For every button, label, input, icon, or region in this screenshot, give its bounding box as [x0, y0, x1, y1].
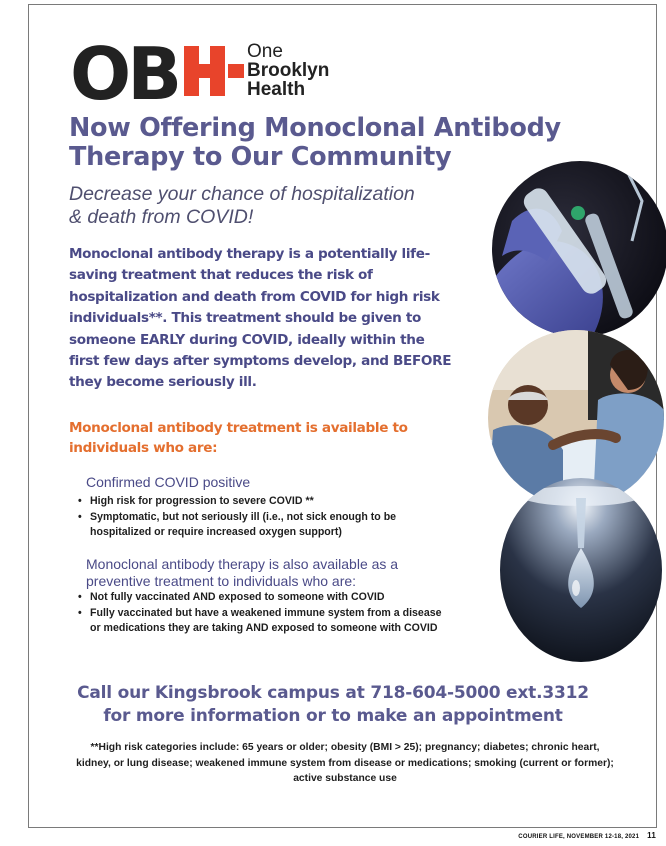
headline-line-1: Now Offering Monoclonal Antibody — [69, 113, 561, 143]
iv-drip-gloved-hand-photo — [492, 161, 666, 337]
subhead-line-1: Decrease your chance of hospitalization — [69, 183, 415, 205]
preventive-heading-line-2: preventive treatment to individuals who are: — [86, 572, 357, 589]
intro-line: someone EARLY during COVID, ideally within the — [69, 331, 425, 348]
preventive-heading-line-1: Monoclonal antibody therapy is also available as a — [86, 556, 399, 572]
list-item-text: Symptomatic, but not seriously ill (i.e., not sick enough to be — [90, 510, 397, 523]
preventive-list — [76, 590, 496, 637]
headline — [69, 114, 629, 172]
list-item — [76, 606, 496, 637]
logo-line-brooklyn: Brooklyn — [247, 60, 330, 81]
cta-line-1: Call our Kingsbrook campus at 718-604-5000 ext.3312 — [77, 683, 589, 703]
logo-letters: OB — [70, 32, 179, 116]
intro-line: first few days after symptoms develop, and BEFORE — [69, 353, 452, 370]
intro-line: Monoclonal antibody therapy is a potentially life- — [69, 246, 430, 262]
subhead-line-2: & death from COVID! — [69, 206, 254, 228]
footnote-line-2: kidney, or lung disease; weakened immune system from disease or medications; smoking (current or former); — [76, 757, 614, 769]
publication-info: COURIER LIFE, NOVEMBER 12-18, 2021 — [518, 834, 640, 840]
availability-line-2: individuals who are: — [69, 440, 218, 456]
preventive-heading — [86, 556, 466, 589]
list-item-text: or medications they are taking AND exposed to someone with COVID — [90, 622, 438, 634]
logo-wordmark — [247, 42, 329, 99]
headline-line-2: Therapy to Our Community — [69, 142, 452, 172]
list-item-text: Not fully vaccinated AND exposed to someone with COVID — [90, 591, 385, 603]
footnote-line-3: active substance use — [293, 773, 397, 784]
logo-line-health: Health — [247, 79, 306, 100]
intro-line: hospitalization and death from COVID for high risk — [69, 288, 440, 305]
intro-line: saving treatment that reduces the risk of — [69, 267, 373, 284]
list-item-text: High risk for progression to severe COVID ** — [90, 495, 314, 507]
subhead — [69, 183, 489, 229]
availability-line-1: Monoclonal antibody treatment is available to — [69, 420, 408, 436]
intro-line: they become seriously ill. — [69, 374, 257, 391]
page-footer — [490, 831, 656, 840]
list-item — [76, 510, 476, 541]
list-item — [76, 590, 496, 606]
footnote-line-1: **High risk categories include: 65 years or older; obesity (BMI > 25); pregnancy; diabetes; chronic heart, — [90, 742, 600, 753]
water-droplet-photo — [500, 478, 662, 662]
intro-line: individuals**. This treatment should be given to — [69, 310, 422, 327]
logo-line-one: One — [247, 41, 283, 62]
cta-line-2: for more information or to make an appointment — [103, 706, 563, 726]
availability-heading — [69, 418, 489, 458]
list-item — [76, 494, 476, 510]
list-item-text: hospitalized or require increased oxygen support) — [90, 526, 342, 538]
list-item-text: Fully vaccinated but have a weakened immune system from a disease — [90, 606, 442, 619]
page-number: 11 — [647, 831, 656, 840]
high-risk-footnote — [40, 740, 650, 787]
confirmed-covid-list — [76, 494, 476, 541]
intro-paragraph — [69, 244, 489, 394]
confirmed-covid-heading: Confirmed COVID positive — [86, 474, 251, 490]
call-to-action — [40, 682, 626, 728]
logo-h-mark-icon — [184, 42, 244, 100]
